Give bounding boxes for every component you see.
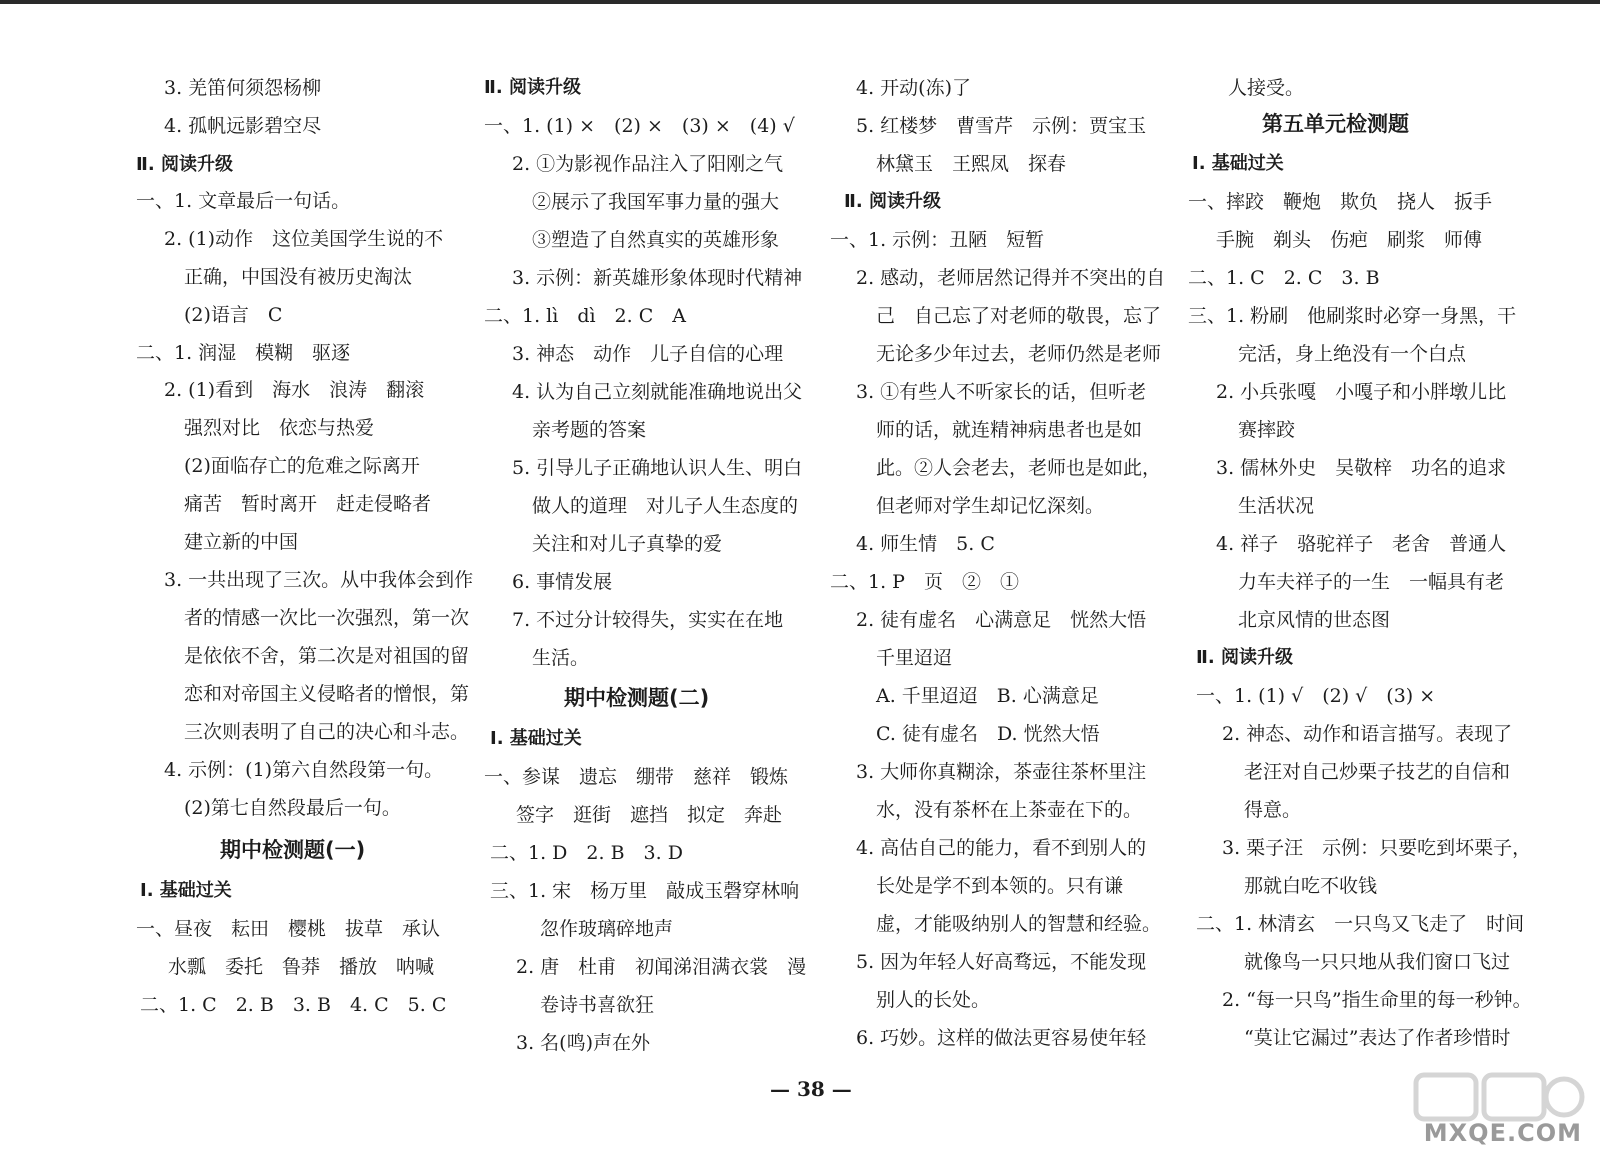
answer-line: 一、1. 文章最后一句话。 [136,190,351,212]
answer-line: 一、参谋 遗忘 绷带 慈祥 锻炼 [484,766,789,788]
answer-line: 长处是学不到本领的。只有谦 [876,875,1124,897]
answer-line: 3. 名(鸣)声在外 [516,1032,650,1054]
answer-line: 2. (1)动作 这位美国学生说的不 [164,228,444,250]
answer-line: 师的话，就连精神病患者也是如 [876,419,1143,441]
answer-line: 水，没有茶杯在上茶壶在下的。 [876,799,1143,821]
answer-line: (2)面临存亡的危难之际离开 [184,455,420,477]
section-subheading: Ⅰ. 基础过关 [1192,153,1284,174]
answer-line: 二、1. lì dì 2. C A [484,305,686,327]
answer-line: 此。②人会老去，老师也是如此， [876,457,1162,479]
answer-line: 4. 认为自己立刻就能准确地说出父 [512,381,803,403]
answer-line: 3. 大师你真糊涂，茶壶往茶杯里注 [856,761,1147,783]
answer-line: 三、1. 宋 杨万里 敲成玉磬穿林响 [490,880,800,902]
watermark-text: MXQE.COM [1423,1119,1582,1147]
answer-line: 2. 小兵张嘎 小嘎子和小胖墩儿比 [1216,381,1507,403]
answer-line: 正确，中国没有被历史淘汰 [184,266,413,288]
answer-line: 一、昼夜 耘田 樱桃 拔草 承认 [136,918,441,940]
answer-line: 那就白吃不收钱 [1244,875,1378,897]
answer-line: (2)第七自然段最后一句。 [184,797,401,819]
answer-line: 卷诗书喜欲狂 [540,994,655,1016]
answer-line: 生活。 [532,647,590,669]
page-top-edge [0,0,1600,4]
answer-line: 恋和对帝国主义侵略者的憎恨，第 [184,683,470,705]
answer-line: 5. 引导儿子正确地认识人生、明白 [512,457,803,479]
answer-line: 2. (1)看到 海水 浪涛 翻滚 [164,379,425,401]
answer-line: 三次则表明了自己的决心和斗志。 [184,721,470,743]
section-heading: 第五单元检测题 [1262,112,1409,136]
answer-line: 3. 示例：新英雄形象体现时代精神 [512,267,803,289]
page-number: — 38 — [770,1077,852,1101]
answer-line: 手腕 剃头 伤疤 刷浆 师傅 [1216,229,1483,251]
answer-line: 建立新的中国 [184,531,299,553]
answer-line: 别人的长处。 [876,989,991,1011]
answer-line: 一、1. (1) √ (2) √ (3) × [1196,685,1436,707]
section-subheading: Ⅰ. 基础过关 [140,880,232,901]
answer-line: 老汪对自己炒栗子技艺的自信和 [1244,761,1511,783]
answer-line: 得意。 [1244,799,1302,821]
answer-line: 7. 不过分计较得失，实实在在地 [512,609,784,631]
answer-line: 完活，身上绝没有一个白点 [1238,343,1467,365]
answer-line: 4. 师生情 5. C [856,533,995,555]
answer-line: 3. 羌笛何须怨杨柳 [164,77,322,99]
answer-line: 4. 祥子 骆驼祥子 老舍 普通人 [1216,533,1507,555]
answer-line: 亲考题的答案 [532,419,647,441]
answer-line: 己 自己忘了对老师的敬畏，忘了 [876,305,1162,327]
answer-line: 生活状况 [1238,495,1315,517]
answer-line: ②展示了我国军事力量的强大 [532,191,780,213]
answer-line: 二、1. C 2. C 3. B [1188,267,1380,289]
answer-line: 2. 徒有虚名 心满意足 恍然大悟 [856,609,1147,631]
answer-line: 签字 逛街 遮挡 拟定 奔赴 [516,804,783,826]
answer-line: 2. ①为影视作品注入了阳刚之气 [512,153,784,175]
answer-line: 2. 感动，老师居然记得并不突出的自 [856,267,1166,289]
section-subheading: Ⅱ. 阅读升级 [1196,647,1293,668]
answer-line: 是依依不舍，第二次是对祖国的留 [184,645,470,667]
answer-line: 无论多少年过去，老师仍然是老师 [876,343,1162,365]
answer-line: “莫让它漏过”表达了作者珍惜时 [1244,1027,1511,1049]
answer-line: 二、1. 润湿 模糊 驱逐 [136,342,351,364]
answer-line: 2. “每一只鸟”指生命里的每一秒钟。 [1222,989,1532,1011]
section-heading: 期中检测题(一) [220,838,366,862]
answer-line: 二、1. D 2. B 3. D [490,842,683,864]
answer-line: 一、1. (1) × (2) × (3) × (4) √ [484,115,795,137]
answer-line: 北京风情的世态图 [1238,609,1391,631]
answer-line: 一、1. 示例：丑陋 短暂 [830,229,1045,251]
answer-line: 4. 高估自己的能力，看不到别人的 [856,837,1147,859]
answer-line: C. 徒有虚名 D. 恍然大悟 [876,723,1100,745]
answer-line: 二、1. P 页 ② ① [830,571,1019,593]
answer-line: 2. 唐 杜甫 初闻涕泪满衣裳 漫 [516,956,807,978]
answer-line: 6. 巧妙。这样的做法更容易使年轻 [856,1027,1147,1049]
answer-line: 忽作玻璃碎地声 [540,918,674,940]
answer-line: 者的情感一次比一次强烈，第一次 [184,607,470,629]
answer-line: 千里迢迢 [876,647,953,669]
section-heading: 期中检测题(二) [564,686,710,710]
answer-line: 3. ①有些人不听家长的话，但听老 [856,381,1147,403]
answer-line: 3. 儒林外史 吴敬梓 功名的追求 [1216,457,1507,479]
answer-line: 3. 栗子汪 示例：只要吃到坏栗子， [1222,837,1532,859]
answer-line: 赛摔跤 [1238,419,1296,441]
answer-line: A. 千里迢迢 B. 心满意足 [876,685,1099,707]
answer-line: 3. 一共出现了三次。从中我体会到作 [164,569,474,591]
answer-line: 5. 因为年轻人好高骛远，不能发现 [856,951,1147,973]
section-subheading: Ⅱ. 阅读升级 [136,154,233,175]
answer-line: 人接受。 [1228,77,1305,99]
answer-line: 三、1. 粉刷 他刷浆时必穿一身黑，干 [1188,305,1517,327]
answer-line: 痛苦 暂时离开 赶走侵略者 [184,493,432,515]
answer-line: 二、1. 林清玄 一只鸟又飞走了 时间 [1196,913,1525,935]
answer-line: 关注和对儿子真挚的爱 [532,533,723,555]
answer-line: (2)语言 C [184,304,283,326]
answer-line: 2. 神态、动作和语言描写。表现了 [1222,723,1513,745]
answer-line: 力车夫祥子的一生 一幅具有老 [1238,571,1505,593]
answer-line: 强烈对比 依恋与热爱 [184,417,375,439]
answer-line: 水瓢 委托 鲁莽 播放 呐喊 [168,956,435,978]
section-subheading: Ⅱ. 阅读升级 [844,191,941,212]
answer-line: 3. 神态 动作 儿子自信的心理 [512,343,784,365]
answer-line: 4. 开动(冻)了 [856,77,971,99]
answer-line: 二、1. C 2. B 3. B 4. C 5. C [140,994,447,1016]
answer-line: 就像鸟一只只地从我们窗口飞过 [1244,951,1511,973]
answer-line: 一、摔跤 鞭炮 欺负 挠人 扳手 [1188,191,1493,213]
answer-line: ③塑造了自然真实的英雄形象 [532,229,780,251]
answer-line: 4. 孤帆远影碧空尽 [164,115,322,137]
answer-line: 5. 红楼梦 曹雪芹 示例：贾宝玉 [856,115,1147,137]
answer-line: 林黛玉 王熙凤 探春 [876,153,1067,175]
answer-line: 做人的道理 对儿子人生态度的 [532,495,799,517]
answer-line: 4. 示例：(1)第六自然段第一句。 [164,759,444,781]
section-subheading: Ⅰ. 基础过关 [490,728,582,749]
answer-line: 但老师对学生却记忆深刻。 [876,495,1105,517]
answer-line: 6. 事情发展 [512,571,613,593]
section-subheading: Ⅱ. 阅读升级 [484,77,581,98]
answer-line: 虚，才能吸纳别人的智慧和经验。 [876,913,1162,935]
